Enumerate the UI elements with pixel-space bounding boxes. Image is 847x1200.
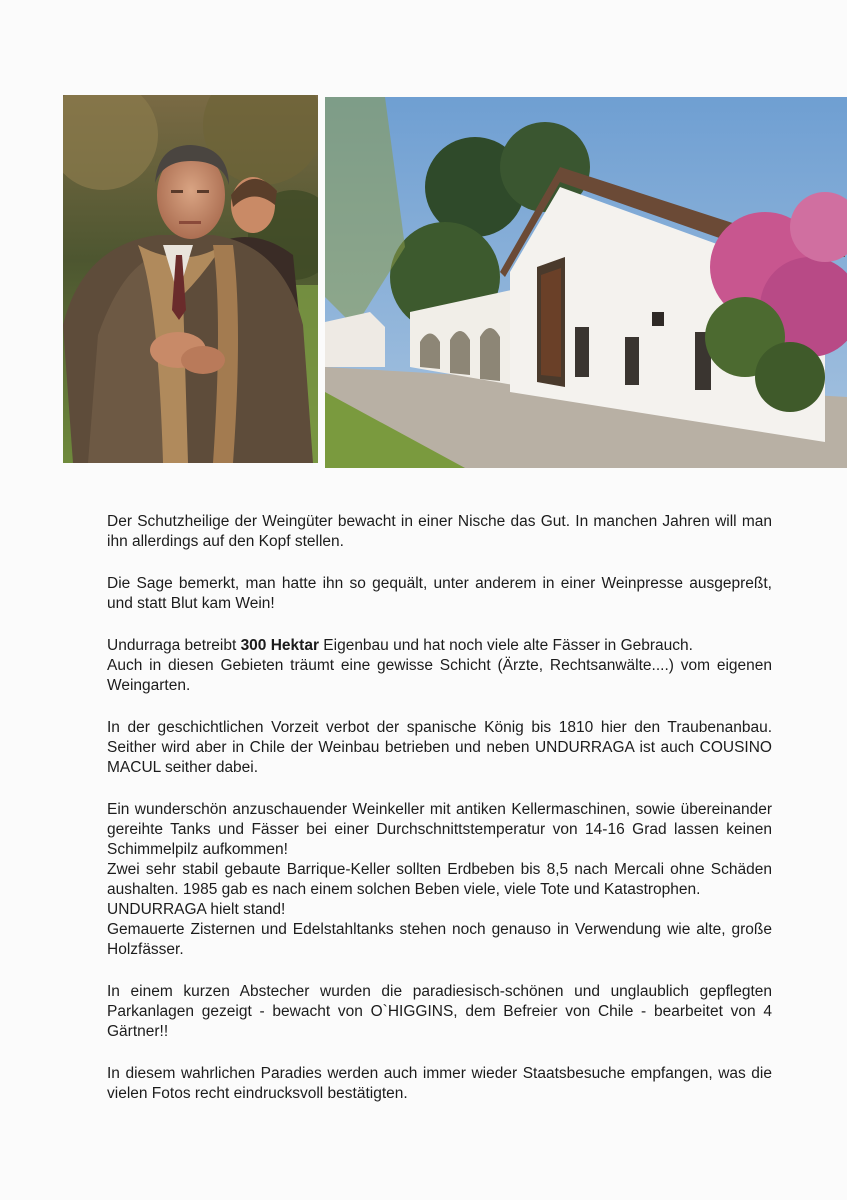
paragraph-3-line-1: Undurraga betreibt 300 Hektar Eigenbau und hat noch viele alte Fässer in Gebrauch.: [107, 637, 693, 654]
estate-building-photo: [325, 97, 847, 468]
paragraph-6: In einem kurzen Abstecher wurden die paradiesisch-schönen und unglaublich gepflegten Parkanlagen gezeigt - bewacht von O`HIGGINS, dem Befreier von Chile - bearbeitet von 4 Gärtner!!: [107, 983, 772, 1040]
article-body: [107, 512, 772, 1126]
paragraph-5: [107, 800, 772, 960]
paragraph-5-part-4: Gemauerte Zisternen und Edelstahltanks stehen noch genauso in Verwendung wie alte, große Holzfässer.: [107, 921, 772, 958]
portrait-photo: [63, 95, 318, 463]
paragraph-5-part-1: Ein wunderschön anzuschauender Weinkeller mit antiken Kellermaschinen, sowie übereinander gereihte Tanks und Fässer bei einer Durchschnittstemperatur von 14-16 Grad lassen keinen Schimmelpilz aufkommen!: [107, 801, 772, 858]
paragraph-5-part-2: Zwei sehr stabil gebaute Barrique-Keller sollten Erdbeben bis 8,5 nach Mercali ohne Schäden aushalten. 1985 gab es nach einem solchen Beben viele, viele Tote und Katastrophen.: [107, 861, 772, 898]
paragraph-5-part-3: UNDURRAGA hielt stand!: [107, 901, 286, 918]
paragraph-4: In der geschichtlichen Vorzeit verbot der spanische König bis 1810 hier den Traubenanbau. Seither wird aber in Chile der Weinbau betrieben und neben UNDURRAGA ist auch COUSINO MACUL seither dabei.: [107, 719, 772, 776]
paragraph-7: In diesem wahrlichen Paradies werden auch immer wieder Staatsbesuche empfangen, was die vielen Fotos recht eindrucksvoll bestätigten.: [107, 1065, 772, 1102]
paragraph-2: Die Sage bemerkt, man hatte ihn so gequält, unter anderem in einer Weinpresse ausgepreßt, und statt Blut kam Wein!: [107, 575, 772, 612]
hectare-figure: 300 Hektar: [240, 637, 319, 654]
paragraph-3-line-2: Auch in diesen Gebieten träumt eine gewisse Schicht (Ärzte, Rechtsanwälte....) vom eigenen Weingarten.: [107, 657, 772, 694]
paragraph-1: Der Schutzheilige der Weingüter bewacht in einer Nische das Gut. In manchen Jahren will man ihn allerdings auf den Kopf stellen.: [107, 513, 772, 550]
paragraph-3: [107, 636, 772, 696]
